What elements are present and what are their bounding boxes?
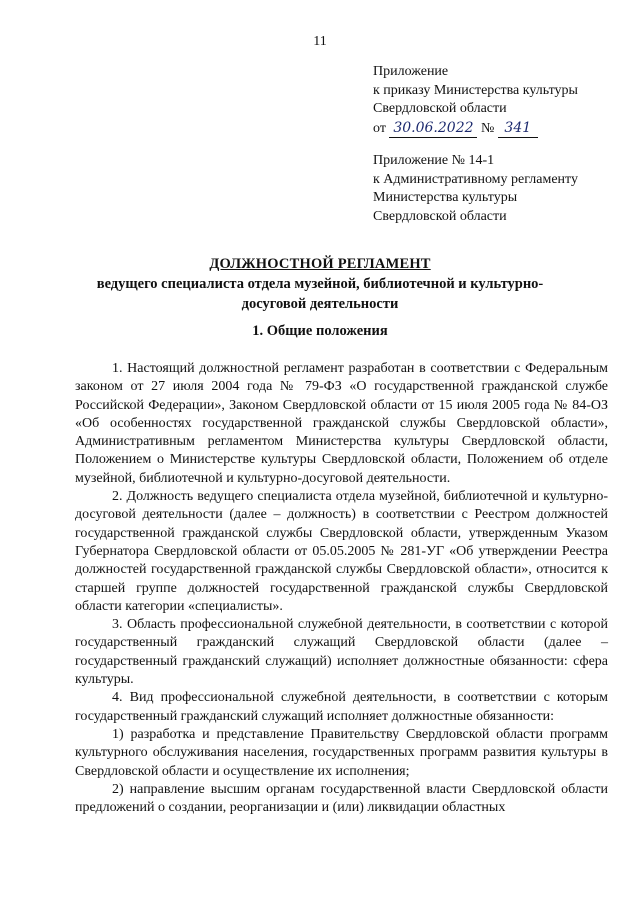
handwritten-date: 30.06.2022 bbox=[389, 119, 477, 139]
page-number: 11 bbox=[313, 34, 327, 49]
appendix-order-date-line bbox=[373, 119, 613, 139]
title-main: ДОЛЖНОСТНОЙ РЕГЛАМЕНТ bbox=[209, 256, 431, 272]
appendix-regulation-line1: Приложение № 14-1 bbox=[373, 153, 495, 168]
appendix-order-block bbox=[373, 63, 613, 138]
paragraph-1: 1. Настоящий должностной регламент разработан в соответствии с Федеральным законом от 27 июля 2004 года № 79-ФЗ «О государственной гражданской службе Российской Федерации», Законом Свердловской области от 15 июля 2005 года № 84-ОЗ «Об особенностях государственной гражданской службы Свердловской области», Административным регламентом Министерства культуры Свердловской области, Положением о Министерстве культуры Свердловской области, Положением об отделе музейной, библиотечной и культурно-досуговой деятельности. bbox=[75, 361, 608, 486]
paragraph-4-item-2: 2) направление высшим органам государственной власти Свердловской области предложений о создании, реорганизации и (или) ликвидации областных bbox=[75, 781, 608, 816]
appendix-order-line3: Свердловской области bbox=[373, 101, 507, 116]
document-body bbox=[75, 360, 608, 817]
paragraph-4: 4. Вид профессиональной служебной деятельности, в соответствии с которым государственный гражданский служащий исполняет должностные обязанности: bbox=[75, 690, 608, 724]
paragraph-2: 2. Должность ведущего специалиста отдела музейной, библиотечной и культурно-досуговой деятельности (далее – должность) в соответствии с Реестром должностей государственной гражданской службы Свердловской области, утвержденным Указом Губернатора Свердловской области от 05.05.2005 № 281-УГ «Об утверждении Реестра должностей государственной гражданской службы Свердловской области», относится к старшей группе должностей государственной гражданской службы Свердловской области категории «специалисты». bbox=[75, 489, 608, 614]
appendix-regulation-block bbox=[373, 152, 623, 226]
document-title bbox=[60, 254, 580, 314]
handwritten-number: 341 bbox=[498, 119, 538, 139]
appendix-regulation-line4: Свердловской области bbox=[373, 208, 507, 224]
appendix-order-line2: к приказу Министерства культуры bbox=[373, 82, 578, 98]
appendix-order-line1: Приложение bbox=[373, 64, 449, 79]
number-prefix: № bbox=[480, 120, 495, 136]
section-heading: 1. Общие положения bbox=[252, 323, 388, 339]
appendix-regulation-line3: Министерства культуры bbox=[373, 190, 518, 205]
title-sub-line1: ведущего специалиста отдела музейной, библиотечной и культурно- bbox=[96, 276, 544, 292]
appendix-regulation-line2: к Административному регламенту bbox=[373, 171, 578, 187]
paragraph-4-item-1: 1) разработка и представление Правительству Свердловской области программ культурного обслуживания населения, государственных программ развития культуры в Свердловской области и осуществление их исполнения; bbox=[75, 726, 608, 779]
paragraph-3: 3. Область профессиональной служебной деятельности, в соответствии с которой государственный гражданский служащий Свердловской области (далее – государственный гражданский служащий) исполняет должностные обязанности: сфера культуры. bbox=[75, 617, 608, 688]
title-sub-line2: досуговой деятельности bbox=[241, 296, 399, 312]
date-prefix: от bbox=[373, 120, 386, 136]
